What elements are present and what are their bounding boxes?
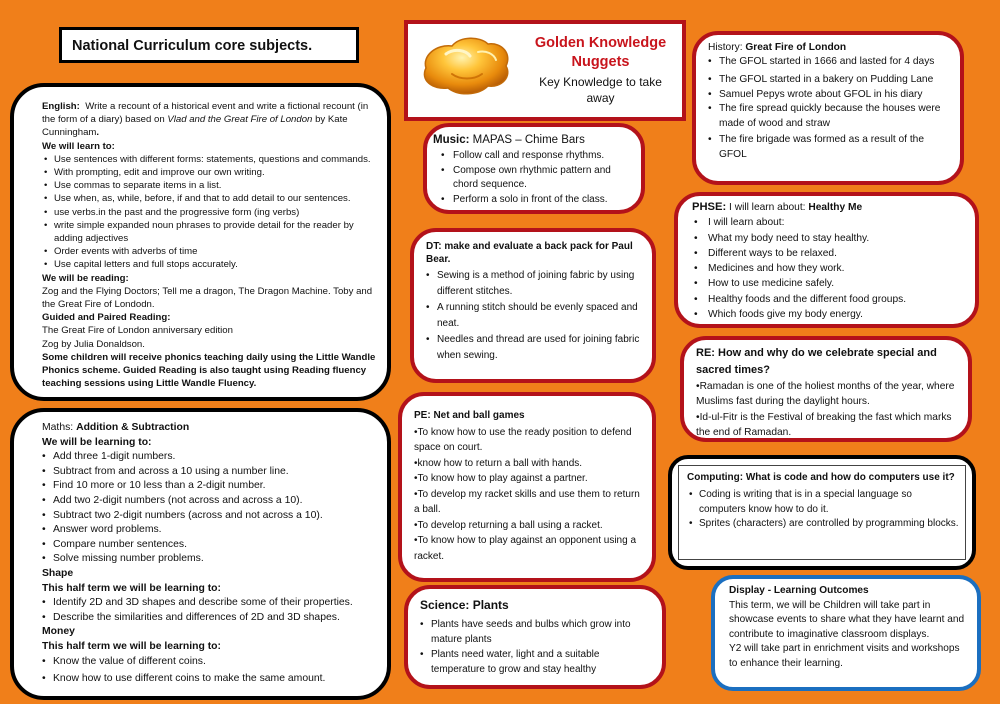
science-list: [420, 617, 652, 677]
list-item: • Find 10 more or 10 less than a 2-digit number.: [42, 479, 377, 494]
list-item: • How to use medicine safely.: [692, 276, 963, 291]
music-box: [423, 123, 645, 214]
english-box: [10, 83, 391, 401]
pe-box: [398, 392, 656, 582]
list-item: • Plants need water, light and a suitable temperature to grow and stay healthy: [420, 647, 652, 677]
list-item: • Use sentences with different forms: statements, questions and commands.: [42, 153, 377, 166]
list-item: • Identify 2D and 3D shapes and describe some of their properties.: [42, 596, 377, 611]
english-guided-heading: Guided and Paired Reading:: [42, 312, 171, 324]
english-reading-text: Zog and the Flying Doctors; Tell me a dragon, The Dragon Machine. Toby and the Great Fire of Londodn.: [42, 285, 373, 311]
maths-box: [10, 408, 391, 700]
list-item: • Use capital letters and full stops accurately.: [42, 258, 377, 271]
list-item: •To develop returning a ball using a racket.: [414, 519, 603, 531]
computing-box: [668, 455, 976, 570]
list-item: • Perform a solo in front of the class.: [439, 193, 633, 207]
maths-money-heading: Money: [42, 626, 75, 638]
list-item: •To know how to play against a partner.: [414, 473, 588, 484]
list-item: • A running stitch should be evenly spaced and neat.: [426, 300, 640, 332]
list-item: • Describe the similarities and differences of 2D and 3D shapes.: [42, 611, 377, 626]
list-item: • Subtract two 2-digit numbers (across and not across a 10).: [42, 509, 377, 524]
list-item: • The GFOL started in a bakery on Pudding Lane: [708, 72, 950, 87]
english-learn-list: [42, 153, 377, 272]
maths-list: [42, 450, 377, 567]
list-item: •To know how to play against an opponent using a racket.: [414, 535, 637, 562]
list-item: • The GFOL started in 1666 and lasted for 4 days: [708, 55, 950, 70]
music-heading: Music: MAPAS – Chime Bars: [433, 134, 585, 146]
re-list: [696, 379, 958, 440]
list-item: • What my body need to stay healthy.: [692, 231, 963, 246]
science-box: [404, 585, 666, 689]
pe-title: PE: Net and ball games: [414, 410, 525, 421]
list-item: • The fire spread quickly because the houses were made of wood and straw: [708, 102, 950, 131]
display-title: Display - Learning Outcomes: [729, 585, 869, 596]
list-item: • Samuel Pepys wrote about GFOL in his diary: [708, 87, 950, 102]
list-item: • Sprites (characters) are controlled by programming blocks.: [687, 517, 959, 532]
list-item: • Coding is writing that is in a special language so computers know how to do it.: [687, 488, 959, 518]
pe-list: [414, 425, 642, 565]
list-item: • Answer word problems.: [42, 523, 377, 538]
history-heading: History: Great Fire of London: [708, 42, 847, 53]
page-title: National Curriculum core subjects.: [72, 38, 313, 54]
maths-topic: Addition & Subtraction: [76, 422, 190, 433]
list-item: • Plants have seeds and bulbs which grow into mature plants: [420, 617, 652, 647]
computing-list: [687, 488, 959, 532]
maths-money-sub: This half term we will be learning to:: [42, 640, 221, 652]
history-box: [692, 31, 964, 185]
list-item: • Use when, as, while, before, if and that to add detail to our sentences.: [42, 192, 377, 205]
list-item: • I will learn about:: [692, 215, 963, 230]
list-item: • Needles and thread are used for joining fabric when sewing.: [426, 332, 640, 364]
phse-heading: PHSE: I will learn about: Healthy Me: [692, 201, 863, 213]
maths-shape-sub: This half term we will be learning to:: [42, 582, 221, 594]
dt-list: [426, 268, 640, 364]
dt-title: DT: make and evaluate a back pack for Paul Bear.: [426, 241, 633, 265]
english-reading-heading: We will be reading:: [42, 272, 129, 284]
list-item: • Subtract from and across a 10 using a number line.: [42, 465, 377, 480]
list-item: •To develop my racket skills and use them to return a ball.: [414, 488, 640, 515]
list-item: • The fire brigade was formed as a result of the GFOL: [708, 133, 950, 162]
nuggets-title: Golden Knowledge Nuggets: [534, 35, 667, 70]
nuggets-subtitle: Key Knowledge to take away: [539, 75, 662, 105]
science-title: Science: Plants: [420, 598, 509, 612]
english-guided-line2: Zog by Julia Donaldson.: [42, 338, 145, 350]
nuggets-box: [404, 20, 686, 121]
list-item: • Follow call and response rhythms.: [439, 149, 633, 163]
gold-nugget-icon: [416, 30, 516, 102]
english-label: English:: [42, 101, 80, 112]
list-item: • Add two 2-digit numbers (not across and across a 10).: [42, 494, 377, 509]
english-learn-heading: We will learn to:: [42, 140, 115, 152]
list-item: •know how to return a ball with hands.: [414, 457, 583, 469]
phse-topic: Healthy Me: [808, 202, 863, 213]
maths-shape-list: [42, 596, 377, 625]
history-list: [708, 55, 950, 162]
list-item: • Know the value of different coins.: [42, 655, 377, 670]
english-phonics: Some children will receive phonics teaching daily using the Little Wandle Phonics scheme. Guided Reading is also taught using Reading fluency teaching sessions using Little Wandle Fluency.: [42, 351, 376, 390]
list-item: •Id-ul-Fitr is the Festival of breaking the fast which marks the end of Ramadan.: [696, 411, 952, 438]
list-item: • Compose own rhythmic pattern and chord sequence.: [439, 164, 633, 193]
dt-box: [410, 228, 656, 383]
display-para1: This term, we will be Children will take part in showcase events to share what they have learnt and contribute to imaginative classroom displays.: [729, 599, 965, 640]
list-item: • Order events with adverbs of time: [42, 245, 377, 258]
list-item: • write simple expanded noun phrases to provide detail for the reader by adding adjectives: [42, 219, 377, 245]
phse-list: [692, 215, 963, 322]
list-item: • Use commas to separate items in a list.: [42, 179, 377, 192]
display-box: [711, 575, 981, 691]
list-item: • Different ways to be relaxed.: [692, 246, 963, 261]
phse-box: [674, 192, 979, 328]
english-intro: English: Write a recount of a historical event and write a fictional recount (in the form of a diary) based on Vlad and the Great Fire of London by Kate Cunningham.: [42, 101, 369, 139]
maths-learn-heading: We will be learning to:: [42, 436, 152, 448]
list-item: • Know how to use different coins to make the same amount.: [42, 672, 377, 687]
list-item: • Solve missing number problems.: [42, 552, 377, 567]
history-topic: Great Fire of London: [745, 42, 847, 53]
english-book-title: Vlad and the Great Fire of London: [167, 114, 313, 126]
maths-heading: Maths: Addition & Subtraction: [42, 422, 190, 433]
list-item: • Medicines and how they work.: [692, 261, 963, 276]
maths-shape-heading: Shape: [42, 567, 74, 579]
list-item: • use verbs.in the past and the progressive form (ing verbs): [42, 206, 377, 219]
english-guided-line1: The Great Fire of London anniversary edition: [42, 325, 233, 337]
list-item: • Add three 1-digit numbers.: [42, 450, 377, 465]
list-item: • Healthy foods and the different food groups.: [692, 292, 963, 307]
list-item: • Which foods give my body energy.: [692, 307, 963, 322]
list-item: •Ramadan is one of the holiest months of the year, where Muslims fast during the daylight hours.: [696, 381, 955, 408]
list-item: •To know how to use the ready position to defend space on court.: [414, 426, 632, 453]
list-item: • With prompting, edit and improve our own writing.: [42, 166, 377, 179]
display-para2: Y2 will take part in enrichment visits and workshops to enhance their learning.: [729, 643, 960, 669]
re-title: RE: How and why do we celebrate special and sacred times?: [696, 347, 937, 376]
computing-inner: [678, 465, 966, 560]
music-list: [433, 149, 633, 207]
computing-title: Computing: What is code and how do computers use it?: [687, 472, 955, 483]
header-box: [59, 27, 359, 63]
maths-money-list: [42, 655, 377, 687]
list-item: • Sewing is a method of joining fabric by using different stitches.: [426, 268, 640, 300]
re-box: [680, 336, 972, 442]
list-item: • Compare number sentences.: [42, 538, 377, 553]
